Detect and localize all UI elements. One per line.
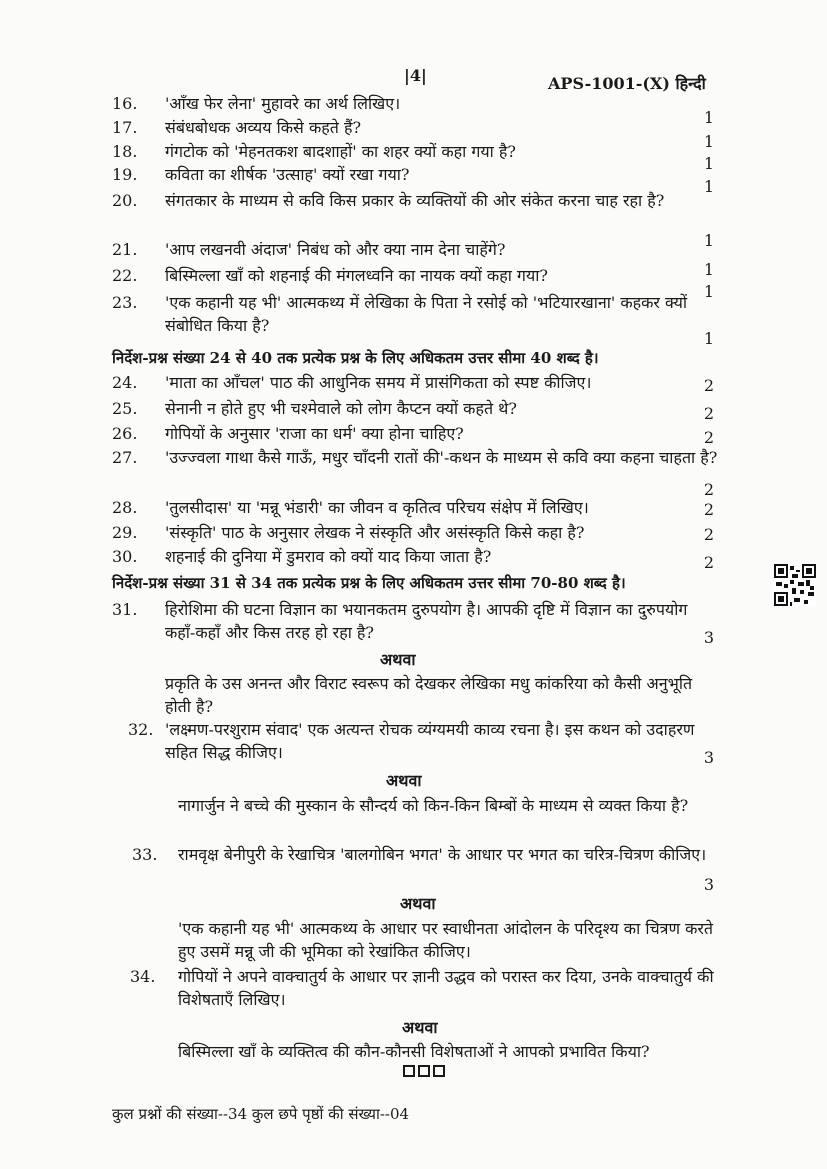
question-marks: 3 bbox=[703, 748, 715, 767]
question-text: बिस्मिल्ला खाँ के व्यक्तित्व की कौन-कौनसी विशेषताओं ने आपको प्रभावित किया? bbox=[178, 1042, 650, 1061]
question-number: 30. bbox=[112, 547, 138, 566]
question-number: 26. bbox=[112, 424, 138, 443]
question-number: 33. bbox=[132, 845, 158, 864]
question-number: 32. bbox=[128, 720, 154, 739]
question-marks: 1 bbox=[703, 260, 715, 279]
question-text: शहनाई की दुनिया में डुमराव को क्यों याद किया जाता है? bbox=[165, 547, 492, 566]
question-text: हिरोशिमा की घटना विज्ञान का भयानकतम दुरुपयोग है। आपकी दृष्टि में विज्ञान का दुरुपयोग कहाँ-कहाँ और किस तरह हो रहा है? bbox=[165, 600, 688, 642]
question-marks: 2 bbox=[703, 553, 715, 572]
question-text: सेनानी न होते हुए भी चश्मेवाले को लोग कैप्टन क्यों कहते थे? bbox=[165, 399, 517, 418]
or-label: अथवा bbox=[380, 650, 416, 669]
question-text: बिस्मिल्ला खाँ को शहनाई की मंगलध्वनि का नायक क्यों कहा गया? bbox=[165, 266, 548, 285]
question-marks: 3 bbox=[703, 628, 715, 647]
question-number: 24. bbox=[112, 373, 138, 392]
question-text: गोपियों ने अपने वाक्चातुर्य के आधार पर ज्ञानी उद्धव को परास्त कर दिया, उनके वाक्चातुर्य की विशेषताएँ लिखिए। bbox=[178, 967, 714, 1009]
question-marks: 1 bbox=[703, 177, 715, 196]
question-text: 'आप लखनवी अंदाज' निबंध को और क्या नाम देना चाहेंगे? bbox=[165, 240, 506, 259]
question-number: 27. bbox=[112, 448, 138, 467]
question-number: 34. bbox=[130, 967, 156, 986]
qr-code-icon bbox=[774, 564, 816, 606]
question-27 bbox=[0, 446, 827, 498]
footer-summary: कुल प्रश्नों की संख्या--34 कुल छपे पृष्ठों की संख्या--04 bbox=[112, 1105, 410, 1123]
instruction-section-2: निर्देश-प्रश्न संख्या 31 से 34 तक प्रत्येक प्रश्न के लिए अधिकतम उत्तर सीमा 70-80 शब्द है। bbox=[112, 574, 626, 592]
question-number: 16. bbox=[112, 94, 138, 113]
question-31-alternative bbox=[0, 672, 827, 722]
question-number: 28. bbox=[112, 498, 138, 517]
page-number: |4| bbox=[404, 66, 427, 85]
question-23 bbox=[0, 291, 827, 348]
question-text: 'संस्कृति' पाठ के अनुसार लेखक ने संस्कृति और असंस्कृति किसे कहा है? bbox=[165, 523, 585, 542]
instruction-section-1: निर्देश-प्रश्न संख्या 24 से 40 तक प्रत्येक प्रश्न के लिए अधिकतम उत्तर सीमा 40 शब्द है। bbox=[112, 349, 599, 367]
question-number: 21. bbox=[112, 240, 138, 259]
question-number: 20. bbox=[112, 191, 138, 210]
question-32 bbox=[0, 718, 827, 768]
question-number: 23. bbox=[112, 293, 138, 312]
question-marks: 2 bbox=[703, 480, 715, 499]
question-number: 17. bbox=[112, 118, 138, 137]
question-32-alternative bbox=[0, 794, 827, 844]
question-number: 19. bbox=[112, 165, 138, 184]
question-text: 'एक कहानी यह भी' आत्मकथ्य के आधार पर स्वाधीनता आंदोलन के परिदृश्य का चित्रण करते हुए उसमें मन्नू जी की भूमिका को रेखांकित कीजिए। bbox=[178, 919, 714, 961]
question-marks: 2 bbox=[703, 428, 715, 447]
question-34 bbox=[0, 965, 827, 1015]
question-marks: 1 bbox=[703, 132, 715, 151]
question-text: 'लक्ष्मण-परशुराम संवाद' एक अत्यन्त रोचक व्यंग्यमयी काव्य रचना है। इस कथन को उदाहरण सहित सिद्ध कीजिए। bbox=[165, 720, 695, 762]
question-marks: 3 bbox=[703, 875, 715, 894]
question-number: 29. bbox=[112, 523, 138, 542]
question-number: 31. bbox=[112, 600, 138, 619]
question-text: संबंधबोधक अव्यय किसे कहते हैं? bbox=[165, 118, 362, 137]
question-text: रामवृक्ष बेनीपुरी के रेखाचित्र 'बालगोबिन भगत' के आधार पर भगत का चरित्र-चित्रण कीजिए। bbox=[178, 845, 707, 864]
question-marks: 1 bbox=[703, 154, 715, 173]
question-text: 'एक कहानी यह भी' आत्मकथ्य में लेखिका के पिता ने रसोई को 'भटियारखाना' कहकर क्यों संबोधित किया है? bbox=[165, 293, 688, 335]
or-label: अथवा bbox=[386, 771, 422, 790]
question-33 bbox=[0, 843, 827, 893]
question-marks: 1 bbox=[703, 108, 715, 127]
question-text: प्रकृति के उस अनन्त और विराट स्वरूप को देखकर लेखिका मधु कांकरिया को कैसी अनुभूति होती है? bbox=[165, 674, 693, 716]
question-marks: 1 bbox=[703, 282, 715, 301]
question-text: गोपियों के अनुसार 'राजा का धर्म' क्या होना चाहिए? bbox=[165, 424, 464, 443]
question-marks: 2 bbox=[703, 376, 715, 395]
or-label: अथवा bbox=[400, 894, 436, 913]
question-number: 25. bbox=[112, 399, 138, 418]
question-31 bbox=[0, 598, 827, 648]
question-33-alternative bbox=[0, 917, 827, 967]
question-marks: 2 bbox=[703, 500, 715, 519]
question-text: कविता का शीर्षक 'उत्साह' क्यों रखा गया? bbox=[165, 165, 410, 184]
paper-code: APS-1001-(X) हिन्दी bbox=[548, 74, 706, 93]
question-marks: 2 bbox=[703, 404, 715, 423]
question-text: 'तुलसीदास' या 'मन्नू भंडारी' का जीवन व कृतित्व परिचय संक्षेप में लिखिए। bbox=[165, 498, 589, 517]
question-text: 'माता का आँचल' पाठ की आधुनिक समय में प्रासंगिकता को स्पष्ट कीजिए। bbox=[165, 373, 592, 392]
question-marks: 2 bbox=[703, 525, 715, 544]
question-text: 'आँख फेर लेना' मुहावरे का अर्थ लिखिए। bbox=[165, 94, 401, 113]
question-text: संगतकार के माध्यम से कवि किस प्रकार के व्यक्तियों की ओर संकेत करना चाह रहा है? bbox=[165, 191, 665, 210]
question-text: 'उज्ज्वला गाथा कैसे गाऊँ, मधुर चाँदनी रातों की'-कथन के माध्यम से कवि क्या कहना चाहता है? bbox=[165, 448, 718, 467]
question-text: नागार्जुन ने बच्चे की मुस्कान के सौन्दर्य को किन-किन बिम्बों के माध्यम से व्यक्त किया है? bbox=[178, 796, 689, 815]
question-marks: 1 bbox=[703, 231, 715, 250]
or-label: अथवा bbox=[402, 1018, 438, 1037]
question-number: 18. bbox=[112, 142, 138, 161]
end-marker bbox=[403, 1065, 445, 1077]
question-marks: 1 bbox=[703, 329, 715, 348]
question-number: 22. bbox=[112, 266, 138, 285]
question-text: गंगटोक को 'मेहनतकश बादशाहों' का शहर क्यों कहा गया है? bbox=[165, 142, 516, 161]
